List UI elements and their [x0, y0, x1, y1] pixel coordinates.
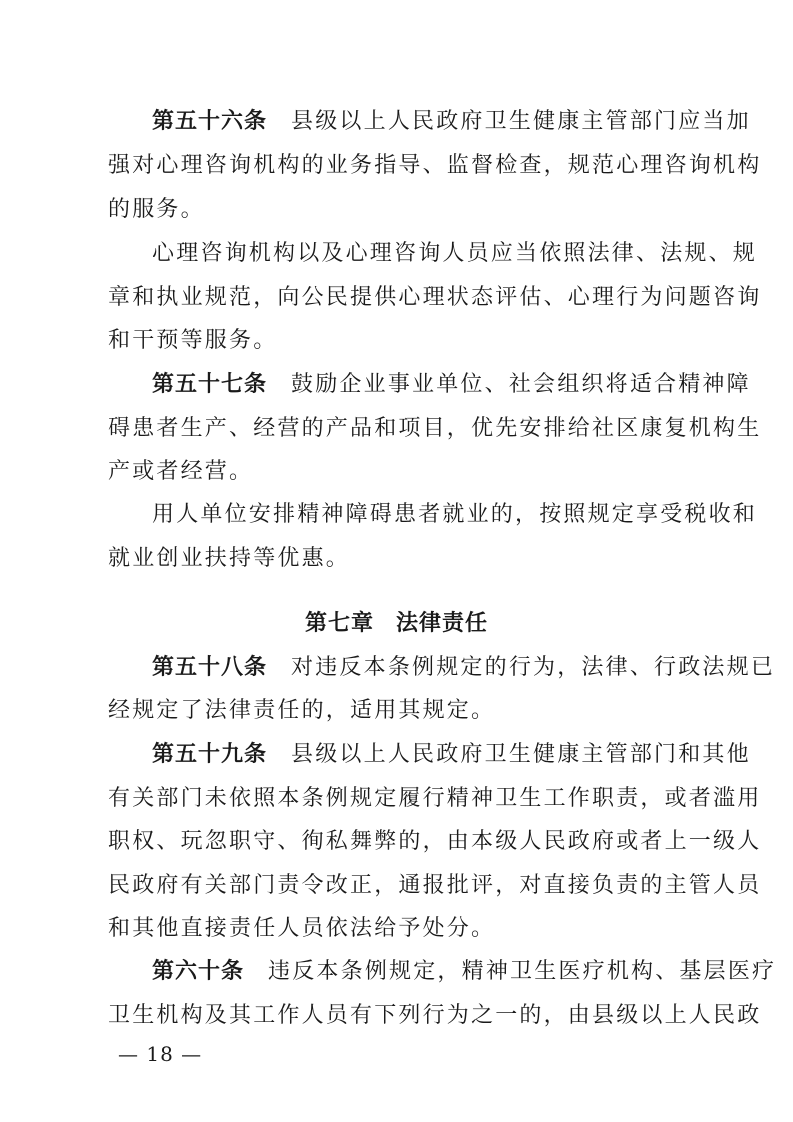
- article-58-number: 第五十八条: [152, 655, 268, 680]
- article-59-line-1: [152, 740, 751, 770]
- article-59-number: 第五十九条: [152, 742, 268, 767]
- article-59-line-5: 和其他直接责任人员依法给予处分。: [108, 916, 496, 941]
- article-59-line-2: 有关部门未依照本条例规定履行精神卫生工作职责，或者滥用: [108, 786, 762, 811]
- article-58-line-2: 经规定了法律责任的，适用其规定。: [108, 698, 496, 723]
- article-56-number: 第五十六条: [152, 109, 268, 134]
- article-59-text: 县级以上人民政府卫生健康主管部门和其他: [291, 742, 751, 767]
- article-58-line-1: [152, 653, 776, 683]
- article-56-text: 县级以上人民政府卫生健康主管部门应当加: [291, 109, 751, 134]
- article-60-line-2: 卫生机构及其工作人员有下列行为之一的，由县级以上人民政: [108, 1003, 762, 1028]
- article-56-line-3: 的服务。: [108, 197, 205, 222]
- article-57-text: 鼓励企业事业单位、社会组织将适合精神障: [291, 372, 751, 397]
- article-57-line-3: 产或者经营。: [108, 459, 254, 484]
- article-56-line-2: 强对心理咨询机构的业务指导、监督检查，规范心理咨询机构: [108, 153, 762, 178]
- chapter-number: 第七章: [304, 611, 374, 636]
- article-60-number: 第六十条: [152, 959, 245, 984]
- page-number: — 18 —: [118, 1042, 203, 1066]
- article-57-para-2-line-2: 就业创业扶持等优惠。: [108, 546, 351, 571]
- article-59-line-4: 民政府有关部门责令改正，通报批评，对直接负责的主管人员: [108, 873, 762, 898]
- article-57-line-2: 碍患者生产、经营的产品和项目，优先安排给社区康复机构生: [108, 416, 762, 441]
- article-60-line-1: [152, 957, 777, 987]
- article-58-text: 对违反本条例规定的行为，法律、行政法规已: [291, 655, 776, 680]
- article-57-line-1: [152, 370, 751, 400]
- article-57-para-2-line-1: 用人单位安排精神障碍患者就业的，按照规定享受税收和: [152, 502, 758, 527]
- chapter-title: 法律责任: [396, 611, 489, 636]
- article-57-number: 第五十七条: [152, 372, 268, 397]
- article-56-para-2-line-3: 和干预等服务。: [108, 328, 278, 353]
- chapter-heading: [0, 609, 793, 639]
- article-56-para-2-line-2: 章和执业规范，向公民提供心理状态评估、心理行为问题咨询: [108, 285, 762, 310]
- article-56-para-2-line-1: 心理咨询机构以及心理咨询人员应当依照法律、法规、规: [152, 241, 758, 266]
- article-59-line-3: 职权、玩忽职守、徇私舞弊的，由本级人民政府或者上一级人: [108, 829, 762, 854]
- article-60-text: 违反本条例规定，精神卫生医疗机构、基层医疗: [268, 959, 777, 984]
- article-56-line-1: [152, 107, 751, 137]
